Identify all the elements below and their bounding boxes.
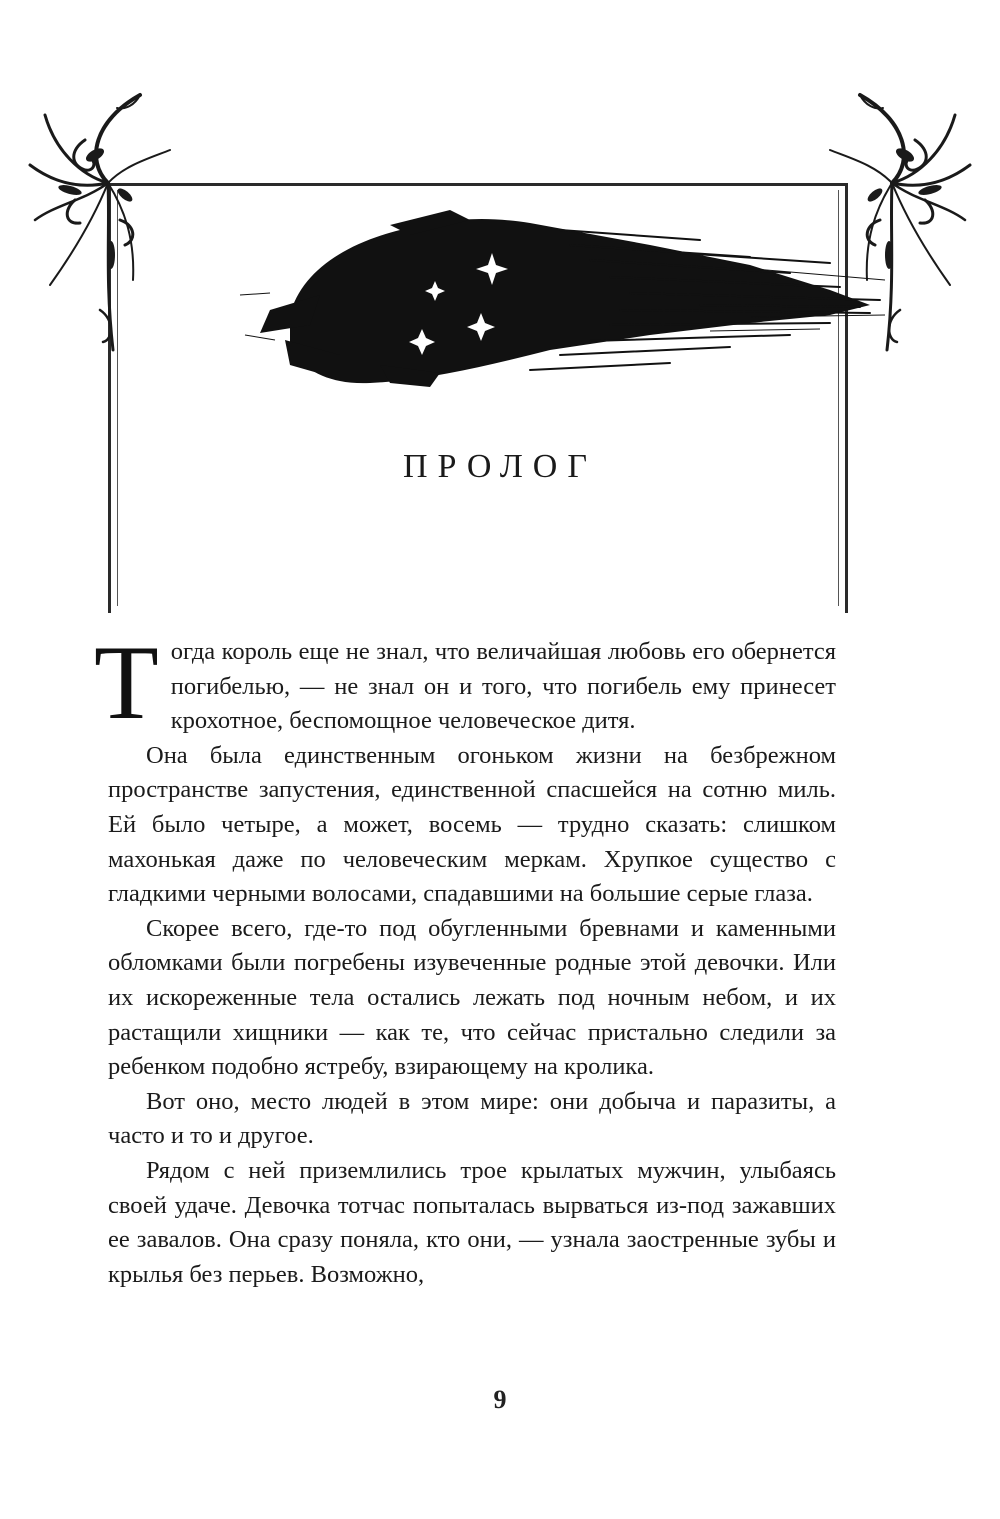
paragraph: Вот оно, место людей в этом мире: они добыча и паразиты, а часто и то и другое.: [108, 1087, 836, 1150]
paragraph: Она была единственным огоньком жизни на безбрежном пространстве запустения, единственной спасшейся на сотню миль. Ей было четыре, а может, восемь — трудно сказать: слишком махонькая даже по человеческим меркам. Хрупкое существо с гладкими черными волосами, спадавшими на большие серые глаза.: [108, 741, 836, 908]
paragraph: Рядом с ней приземлились трое крылатых мужчин, улыбаясь своей удаче. Девочка тотчас попыталась вырваться из-под зажавших ее завалов. Она сразу поняла, кто они, — узнала заостренные зубы и крылья без перьев. Возможно,: [108, 1156, 836, 1288]
paragraph: Скорее всего, где-то под обугленными бревнами и каменными обломками были погребены изувеченные родные этой девочки. Или их искореженные тела остались лежать под ночным небом, и их растащили хищники — как те, что сейчас пристально следили за ребенком подобно ястребу, взирающему на кролика.: [108, 914, 836, 1081]
frame-top-line: [108, 183, 848, 186]
page-number: 9: [493, 1385, 507, 1414]
chapter-title: ПРОЛОГ: [402, 448, 597, 485]
dropcap-letter: Т: [94, 624, 159, 741]
filigree-ornament-left-icon: [25, 80, 175, 380]
ink-brush-stroke: [230, 205, 890, 405]
body-text: [94, 624, 836, 1292]
paragraph: Тогда король еще не знал, что величайшая любовь его обернется погибелью, — не знал он и того, что погибель ему принесет крохотное, беспомощное человеческое дитя.: [94, 624, 836, 741]
